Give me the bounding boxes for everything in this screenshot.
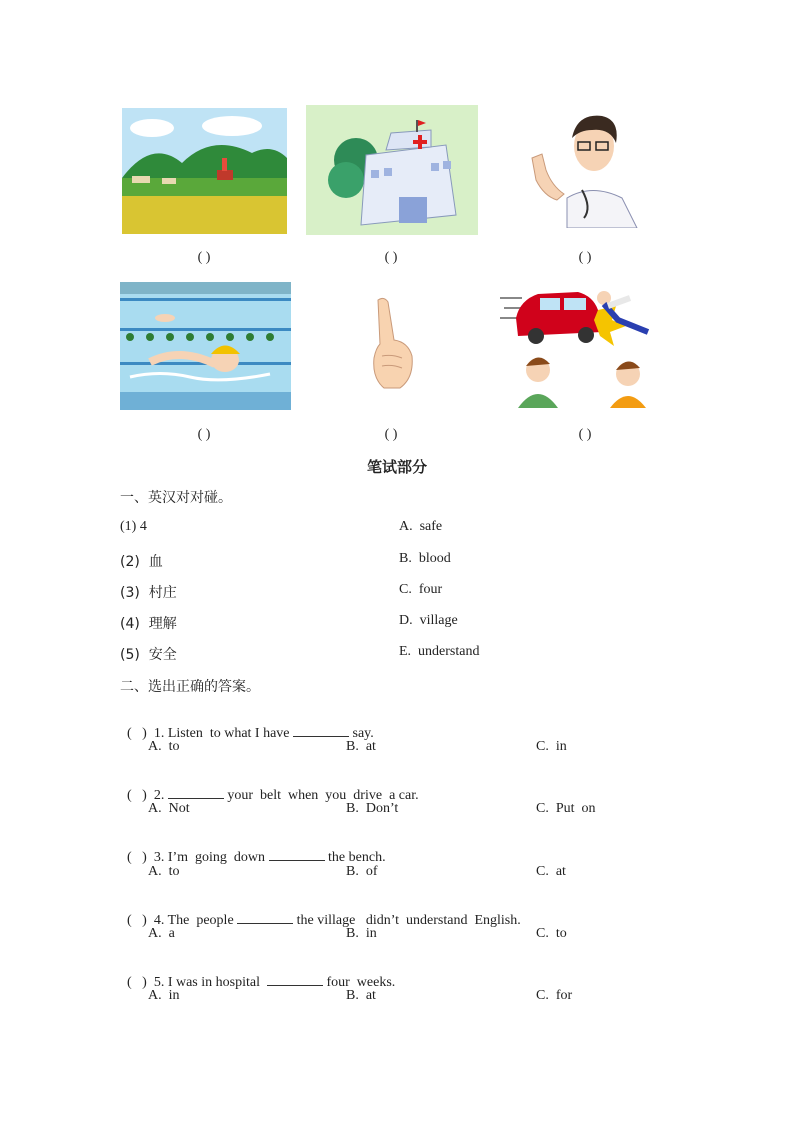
option-c: C. Put on [536, 801, 596, 816]
question-text-post: your belt when you drive a car. [223, 788, 419, 803]
answer-paren-6[interactable]: ( ) [578, 427, 592, 442]
question-text-pre: ( ) 1. Listen to what I have [127, 726, 294, 741]
option-a: A. to [148, 864, 180, 879]
match-left-item: (4) 理解 [120, 616, 177, 632]
question-text-post: the bench. [324, 850, 386, 865]
section1-heading: 一、英汉对对碰。 [120, 490, 232, 506]
answer-paren-4[interactable]: ( ) [197, 427, 211, 442]
answer-blank[interactable] [267, 973, 323, 986]
answer-paren-1[interactable]: ( ) [197, 250, 211, 265]
question-4 [120, 895, 521, 929]
question-text-pre: ( ) 4. The people [127, 913, 238, 928]
question-text-pre: ( ) 2. [127, 788, 168, 803]
section2-heading: 二、选出正确的答案。 [120, 679, 260, 695]
option-b: B. at [346, 988, 376, 1003]
option-a: A. to [148, 739, 180, 754]
option-c: C. in [536, 739, 567, 754]
match-left-item: (5) 安全 [120, 647, 177, 663]
match-right-item: B. blood [399, 551, 451, 566]
answer-blank[interactable] [269, 848, 325, 861]
car-accident-picture [498, 280, 666, 410]
question-text-post: four weeks. [322, 975, 396, 990]
option-c: C. to [536, 926, 567, 941]
match-right-item: C. four [399, 582, 443, 597]
question-5 [120, 957, 395, 991]
option-b: B. in [346, 926, 377, 941]
option-a: A. in [148, 988, 180, 1003]
match-right-item: E. understand [399, 644, 480, 659]
question-2 [120, 770, 419, 804]
written-part-title: 笔试部分 [366, 458, 427, 476]
finger-picture [368, 296, 418, 392]
option-a: A. Not [148, 801, 190, 816]
match-left-item: (2) 血 [120, 554, 163, 570]
option-c: C. at [536, 864, 566, 879]
option-b: B. at [346, 739, 376, 754]
option-b: B. of [346, 864, 378, 879]
answer-blank[interactable] [237, 911, 293, 924]
question-text-pre: ( ) 5. I was in hospital [127, 975, 267, 990]
option-c: C. for [536, 988, 573, 1003]
hospital-picture [306, 105, 478, 235]
match-right-item: D. village [399, 613, 458, 628]
answer-paren-5[interactable]: ( ) [384, 427, 398, 442]
answer-blank[interactable] [293, 724, 349, 737]
village-landscape-picture [122, 108, 287, 234]
answer-paren-2[interactable]: ( ) [384, 250, 398, 265]
match-left-item: (1) 4 [120, 519, 147, 534]
match-right-item: A. safe [399, 519, 443, 534]
answer-blank[interactable] [168, 786, 224, 799]
question-3 [120, 832, 386, 866]
question-text-post: the village didn’t understand English. [293, 913, 521, 928]
question-text-post: say. [349, 726, 374, 741]
match-left-item: (3) 村庄 [120, 585, 177, 601]
answer-paren-3[interactable]: ( ) [578, 250, 592, 265]
option-b: B. Don’t [346, 801, 399, 816]
option-a: A. a [148, 926, 175, 941]
question-text-pre: ( ) 3. I’m going down [127, 850, 269, 865]
swimming-picture [120, 282, 291, 410]
question-1 [120, 708, 374, 742]
doctor-picture [522, 108, 644, 228]
